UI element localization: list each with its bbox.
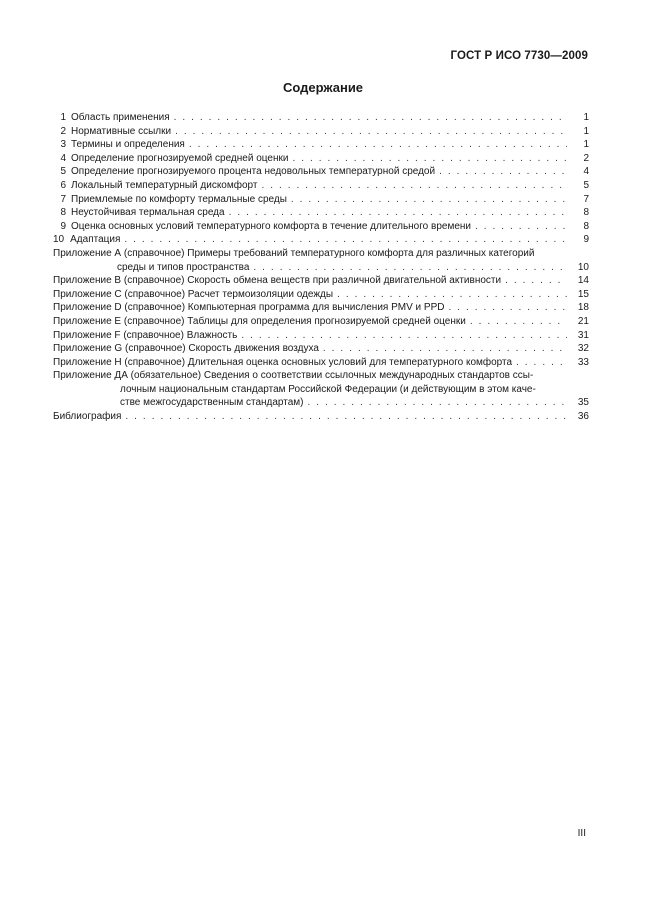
entry-title: Локальный температурный дискомфорт — [71, 179, 258, 191]
entry-page: 1 — [583, 139, 589, 151]
entry-number: 10 — [53, 234, 65, 246]
toc-entry[interactable] — [53, 125, 589, 139]
entry-page: 32 — [577, 343, 589, 355]
page-number: III — [577, 828, 586, 839]
entry-number: 4 — [60, 152, 66, 164]
entry-title: Приложение В (справочное) Скорость обмена веществ при различной двигательной активности — [53, 275, 502, 287]
leader-dots — [249, 261, 567, 275]
toc-entry[interactable] — [53, 138, 589, 152]
toc-title: Содержание — [282, 80, 364, 95]
leader-dots — [237, 329, 567, 343]
entry-number: 1 — [60, 112, 66, 123]
entry-number: 2 — [60, 125, 66, 137]
entry-page: 8 — [583, 220, 589, 232]
leader-dots — [171, 125, 567, 139]
standard-designation: ГОСТ Р ИСО 7730—2009 — [450, 50, 588, 62]
entry-page: 1 — [583, 112, 589, 123]
entry-number: 6 — [60, 179, 66, 191]
toc-annex-a-line2[interactable] — [53, 261, 589, 275]
entry-title: Оценка основных условий температурного комфорта в течение длительного времени — [71, 220, 471, 232]
leader-dots — [333, 288, 567, 302]
entry-page: 9 — [583, 234, 589, 246]
entry-title: Адаптация — [70, 234, 121, 246]
entry-number: 7 — [60, 193, 66, 205]
toc-entry[interactable] — [53, 165, 589, 179]
toc-entry[interactable] — [53, 233, 589, 247]
leader-dots — [466, 315, 567, 329]
toc-annex[interactable] — [53, 329, 589, 343]
table-of-contents — [53, 111, 589, 424]
leader-dots — [304, 396, 567, 410]
entry-page: 2 — [583, 152, 589, 164]
entry-title: Приложение А (справочное) Примеры требований температурного комфорта для различных категорий — [53, 247, 535, 259]
entry-title: Приложение С (справочное) Расчет термоизоляции одежды — [53, 288, 334, 300]
toc-annex-a-line1[interactable] — [53, 247, 589, 261]
toc-entry[interactable] — [53, 152, 589, 166]
entry-title: Приложение Н (справочное) Длительная оценка основных условий для температурного комфорта — [53, 356, 513, 368]
entry-page: 5 — [583, 179, 589, 191]
toc-annex[interactable] — [53, 356, 589, 370]
entry-title: Приложение ДА (обязательное) Сведения о соответствии ссылочных международных стандартов ссы- — [53, 370, 534, 382]
entry-title: Определение прогнозируемого процента недовольных температурной средой — [71, 166, 436, 178]
entry-page: 35 — [577, 397, 589, 409]
leader-dots — [444, 301, 567, 315]
entry-title: Область применения — [71, 112, 170, 123]
entry-title: Приемлемые по комфорту термальные среды — [71, 193, 287, 205]
entry-page: 10 — [577, 261, 589, 273]
toc-entry[interactable] — [53, 220, 589, 234]
toc-entry[interactable] — [53, 193, 589, 207]
toc-annex[interactable] — [53, 301, 589, 315]
entry-number: 9 — [60, 220, 66, 232]
toc-entry[interactable] — [53, 206, 589, 220]
entry-title: Нормативные ссылки — [71, 125, 172, 137]
entry-page: 15 — [577, 288, 589, 300]
toc-annex[interactable] — [53, 288, 589, 302]
entry-page: 31 — [577, 329, 589, 341]
entry-number: 3 — [60, 139, 66, 151]
entry-title: Приложение G (справочное) Скорость движения воздуха — [53, 343, 319, 355]
entry-page: 8 — [583, 207, 589, 219]
entry-page: 7 — [583, 193, 589, 205]
entry-page: 4 — [583, 166, 589, 178]
leader-dots — [512, 356, 567, 370]
toc-annex[interactable] — [53, 315, 589, 329]
toc-entry[interactable] — [53, 179, 589, 193]
leader-dots — [288, 152, 567, 166]
entry-title: Термины и определения — [71, 139, 185, 151]
toc-annex-da-line1[interactable] — [53, 369, 589, 383]
leader-dots — [257, 179, 567, 193]
entry-page: 21 — [577, 315, 589, 327]
entry-title: Приложение Е (справочное) Таблицы для определения прогнозируемой средней оценки — [53, 315, 466, 327]
entry-page: 18 — [577, 302, 589, 314]
toc-annex[interactable] — [53, 274, 589, 288]
entry-number: 8 — [60, 207, 66, 219]
leader-dots — [435, 165, 567, 179]
entry-title: лочным национальным стандартам Российской Федерации (и действующим в этом каче- — [120, 383, 536, 395]
toc-annex[interactable] — [53, 342, 589, 356]
entry-page: 36 — [577, 411, 589, 423]
entry-title: стве межгосударственным стандартам) — [120, 397, 304, 409]
toc-annex-da-line3[interactable] — [53, 396, 589, 410]
leader-dots — [471, 220, 567, 234]
entry-title: Приложение D (справочное) Компьютерная программа для вычисления PMV и PPD — [53, 302, 445, 314]
toc-bibliography[interactable] — [53, 410, 589, 424]
entry-page: 1 — [583, 125, 589, 137]
entry-number: 5 — [60, 166, 66, 178]
entry-title: Библиография — [53, 411, 122, 423]
entry-page: 33 — [577, 356, 589, 368]
leader-dots — [287, 193, 567, 207]
toc-annex-da-line2 — [53, 383, 589, 397]
leader-dots — [120, 233, 567, 247]
entry-title: среды и типов пространства — [117, 261, 250, 273]
leader-dots — [501, 274, 567, 288]
leader-dots — [225, 206, 567, 220]
entry-page: 14 — [577, 275, 589, 287]
entry-title: Приложение F (справочное) Влажность — [53, 329, 238, 341]
leader-dots — [185, 138, 567, 152]
leader-dots — [319, 342, 567, 356]
entry-title: Определение прогнозируемой средней оценки — [71, 152, 289, 164]
toc-entry[interactable] — [53, 111, 589, 125]
leader-dots — [121, 410, 567, 424]
leader-dots — [170, 111, 567, 125]
entry-title: Неустойчивая термальная среда — [71, 207, 225, 219]
